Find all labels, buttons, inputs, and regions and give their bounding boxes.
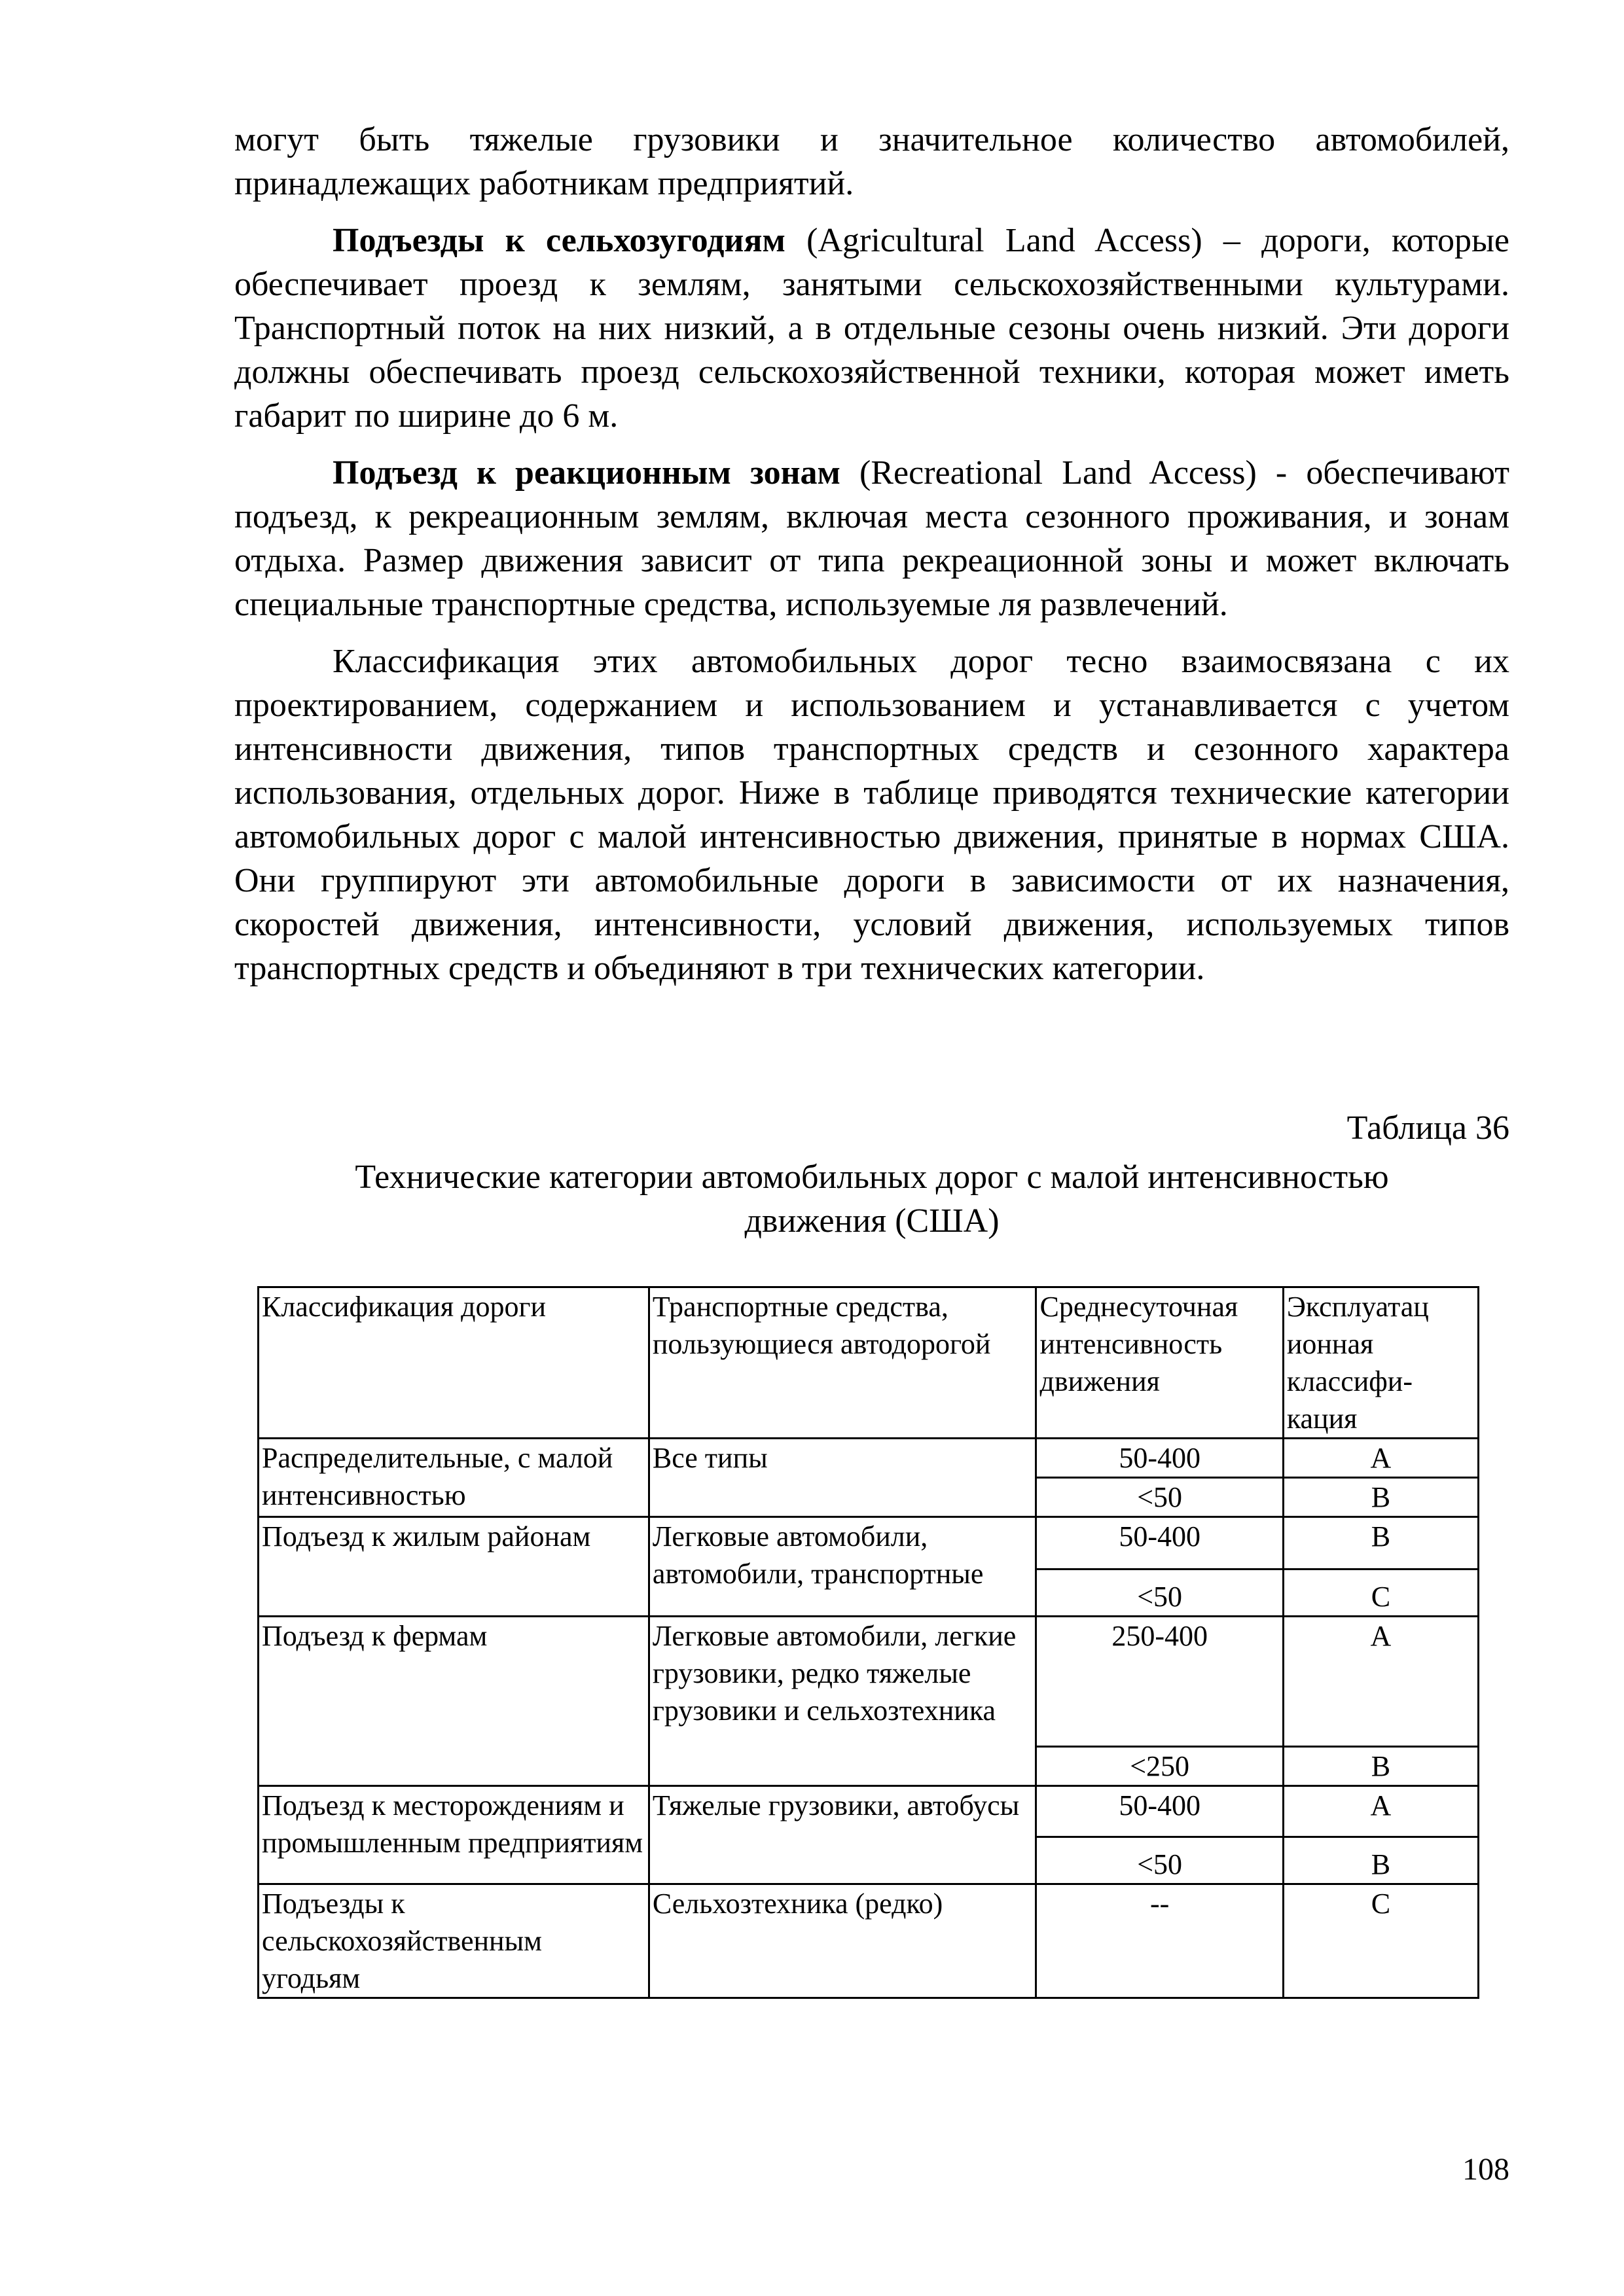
table-header-row xyxy=(259,1287,1479,1439)
header-vehicles: Транспортные средства, пользующиеся автодорогой xyxy=(649,1287,1036,1439)
paragraph-1: могут быть тяжелые грузовики и значительное количество автомобилей, принадлежащих работникам предприятий. xyxy=(234,121,1509,202)
table-label: Таблица 36 xyxy=(1346,1109,1509,1147)
cell-vehicles: Легковые автомобили, автомобили, транспортные xyxy=(649,1517,1036,1617)
cell-classification: Распределительные, с малой интенсивностью xyxy=(259,1439,649,1517)
cell-intensity: -- xyxy=(1036,1884,1283,1998)
cell-category: A xyxy=(1283,1617,1478,1747)
page-number: 108 xyxy=(1462,2152,1509,2187)
cell-intensity: <250 xyxy=(1036,1747,1283,1786)
cell-vehicles: Тяжелые грузовики, автобусы xyxy=(649,1786,1036,1884)
table-caption-line-2: движения (США) xyxy=(744,1202,1000,1240)
cell-intensity: <50 xyxy=(1036,1837,1283,1884)
cell-intensity: <50 xyxy=(1036,1570,1283,1617)
cell-category: A xyxy=(1283,1439,1478,1478)
paragraph-3-term: Подъезд к реакционным зонам xyxy=(333,454,840,492)
cell-intensity: 50-400 xyxy=(1036,1786,1283,1837)
paragraph-3-text: (Recreational Land Access) - обеспечивают подъезд, к рекреационным землям, включая места сезонного проживания, и зонам отдыха. Размер движения зависит от типа рекреационной зоны и может включать специальные транспортные средства, используемые ля развлечений. xyxy=(234,454,1509,623)
cell-classification: Подъезд к месторождениям и промышленным предприятиям xyxy=(259,1786,649,1884)
cell-category: C xyxy=(1283,1570,1478,1617)
cell-category: C xyxy=(1283,1884,1478,1998)
paragraph-4: Классификация этих автомобильных дорог тесно взаимосвязана с их проектированием, содержанием и использованием и устанавливается с учетом интенсивности движения, типов транспортных средств и сезонного характера использования, отдельных дорог. Ниже в таблице приводятся технические категории автомобильных дорог с малой интенсивностью движения, принятые в нормах США. Они группируют эти автомобильные дороги в зависимости от их назначения, скоростей движения, интенсивности, условий движения, используемых типов транспортных средств и объединяют в три технических категории. xyxy=(234,643,1509,987)
cell-intensity: 250-400 xyxy=(1036,1617,1283,1747)
cell-classification: Подъезды к сельскохозяйственным угодьям xyxy=(259,1884,649,1998)
cell-category: B xyxy=(1283,1837,1478,1884)
cell-classification: Подъезд к жилым районам xyxy=(259,1517,649,1617)
cell-classification: Подъезд к фермам xyxy=(259,1617,649,1786)
header-category: Эксплуатац ионная классифи-кация xyxy=(1283,1287,1478,1439)
table-row xyxy=(259,1517,1479,1570)
header-intensity: Среднесуточная интенсивность движения xyxy=(1036,1287,1283,1439)
cell-category: A xyxy=(1283,1786,1478,1837)
table-row xyxy=(259,1439,1479,1478)
paragraph-3 xyxy=(234,451,1509,626)
body-text xyxy=(234,118,1509,990)
cell-intensity: 50-400 xyxy=(1036,1439,1283,1478)
table-row xyxy=(259,1884,1479,1998)
table-caption xyxy=(234,1155,1509,1243)
header-classification: Классификация дороги xyxy=(259,1287,649,1439)
table-row xyxy=(259,1617,1479,1747)
cell-vehicles: Сельхозтехника (редко) xyxy=(649,1884,1036,1998)
cell-category: B xyxy=(1283,1517,1478,1570)
table-row xyxy=(259,1786,1479,1837)
cell-category: B xyxy=(1283,1478,1478,1517)
paragraph-2-term: Подъезды к сельхозугодиям xyxy=(333,222,785,259)
paragraph-2-text: (Agricultural Land Access) – дороги, которые обеспечивает проезд к землям, занятыми сельскохозяйственными культурами. Транспортный поток на них низкий, а в отдельные сезоны очень низкий. Эти дороги должны обеспечивать проезд сельскохозяйственной техники, которая может иметь габарит по ширине до 6 м. xyxy=(234,222,1509,435)
cell-vehicles: Все типы xyxy=(649,1439,1036,1517)
paragraph-2 xyxy=(234,219,1509,438)
cell-intensity: <50 xyxy=(1036,1478,1283,1517)
cell-intensity: 50-400 xyxy=(1036,1517,1283,1570)
cell-category: B xyxy=(1283,1747,1478,1786)
cell-vehicles: Легковые автомобили, легкие грузовики, редко тяжелые грузовики и сельхозтехника xyxy=(649,1617,1036,1786)
table-caption-line-1: Технические категории автомобильных дорог с малой интенсивностью xyxy=(355,1158,1389,1196)
road-categories-table xyxy=(257,1286,1479,1999)
